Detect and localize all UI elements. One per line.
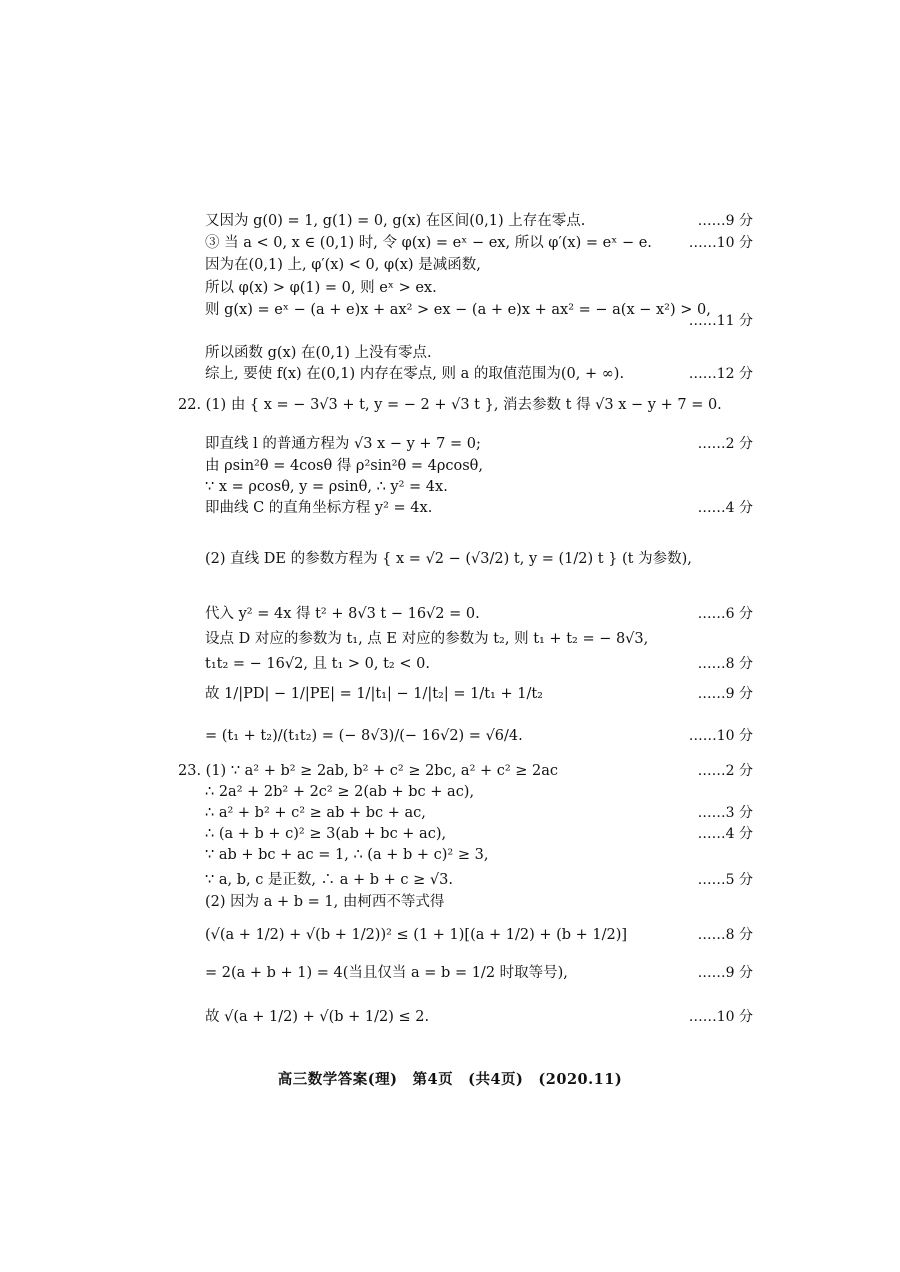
text-line: ③ 当 a < 0, x ∈ (0,1) 时, 令 φ(x) = eˣ − ex, 所以 φ′(x) = eˣ − e. ……10 分	[205, 235, 753, 251]
score-label: ……11 分	[688, 313, 753, 329]
score-label: ……4 分	[697, 500, 753, 516]
text-line: (2) 直线 DE 的参数方程为 { x = √2 − (√3/2) t, y = (1/2) t } (t 为参数),	[205, 551, 692, 567]
text-line: 由 ρsin²θ = 4cosθ 得 ρ²sin²θ = 4ρcosθ,	[205, 458, 483, 474]
text-line: (√(a + 1/2) + √(b + 1/2))² ≤ (1 + 1)[(a + 1/2) + (b + 1/2)] ……8 分	[205, 924, 753, 946]
text-line: ∵ x = ρcosθ, y = ρsinθ, ∴ y² = 4x.	[205, 479, 448, 495]
text-line: ∴ 2a² + 2b² + 2c² ≥ 2(ab + bc + ac),	[205, 784, 475, 800]
text-line: 综上, 要使 f(x) 在(0,1) 内存在零点, 则 a 的取值范围为(0, + ∞). ……12 分	[205, 366, 753, 382]
score-label: ……9 分	[697, 213, 753, 229]
text-line: 即曲线 C 的直角坐标方程 y² = 4x. ……4 分	[205, 500, 753, 516]
score-label: ……9 分	[697, 686, 753, 702]
text-line: 设点 D 对应的参数为 t₁, 点 E 对应的参数为 t₂, 则 t₁ + t₂ = − 8√3,	[205, 631, 649, 647]
text-line: 所以 φ(x) > φ(1) = 0, 则 eˣ > ex.	[205, 280, 437, 296]
text-line: (2) 因为 a + b = 1, 由柯西不等式得	[205, 894, 445, 910]
score-label: ……6 分	[697, 606, 753, 622]
text-line: 故 √(a + 1/2) + √(b + 1/2) ≤ 2. ……10 分	[205, 1006, 753, 1028]
score-label: ……2 分	[697, 763, 753, 779]
text-line: t₁t₂ = − 16√2, 且 t₁ > 0, t₂ < 0. ……8 分	[205, 656, 753, 672]
score-label: ……10 分	[688, 1009, 753, 1025]
text-line: ∴ a² + b² + c² ≥ ab + bc + ac, ……3 分	[205, 805, 753, 821]
score-label: ……8 分	[697, 656, 753, 672]
score-label: ……12 分	[688, 366, 753, 382]
score-label: ……9 分	[697, 965, 753, 981]
text-line: ∴ (a + b + c)² ≥ 3(ab + bc + ac), ……4 分	[205, 826, 753, 842]
text-line: = 2(a + b + 1) = 4(当且仅当 a = b = 1/2 时取等号), ……9 分	[205, 962, 753, 984]
text-line: 代入 y² = 4x 得 t² + 8√3 t − 16√2 = 0. ……6 分	[205, 606, 753, 622]
text-line: 因为在(0,1) 上, φ′(x) < 0, φ(x) 是减函数,	[205, 257, 481, 273]
score-label: ……10 分	[688, 235, 753, 251]
score-label: ……3 分	[697, 805, 753, 821]
text-line: = (t₁ + t₂)/(t₁t₂) = (− 8√3)/(− 16√2) = √6/4. ……10 分	[205, 725, 753, 747]
score-label: ……4 分	[697, 826, 753, 842]
question-22-line: 22. (1) 由 { x = − 3√3 + t, y = − 2 + √3 t }, 消去参数 t 得 √3 x − y + 7 = 0.	[178, 397, 722, 413]
text-line: 故 1/|PD| − 1/|PE| = 1/|t₁| − 1/|t₂| = 1/t₁ + 1/t₂ ……9 分	[205, 683, 753, 705]
text-line: 所以函数 g(x) 在(0,1) 上没有零点.	[205, 345, 432, 361]
text-line: ∵ ab + bc + ac = 1, ∴ (a + b + c)² ≥ 3,	[205, 847, 489, 863]
text-line: ∵ a, b, c 是正数, ∴ a + b + c ≥ √3. ……5 分	[205, 872, 753, 888]
page-footer: 高三数学答案(理) 第4页 (共4页) (2020.11)	[277, 1071, 623, 1088]
question-23-line: 23. (1) ∵ a² + b² ≥ 2ab, b² + c² ≥ 2bc, a² + c² ≥ 2ac ……2 分	[178, 763, 753, 779]
text-line: 又因为 g(0) = 1, g(1) = 0, g(x) 在区间(0,1) 上存在零点. ……9 分	[205, 213, 753, 229]
text-line: 即直线 l 的普通方程为 √3 x − y + 7 = 0; ……2 分	[205, 436, 753, 452]
score-label: ……5 分	[697, 872, 753, 888]
score-label: ……8 分	[697, 927, 753, 943]
text-line: 则 g(x) = eˣ − (a + e)x + ax² > ex − (a + e)x + ax² = − a(x − x²) > 0,	[205, 302, 711, 318]
score-label: ……2 分	[697, 436, 753, 452]
score-label: ……10 分	[688, 728, 753, 744]
